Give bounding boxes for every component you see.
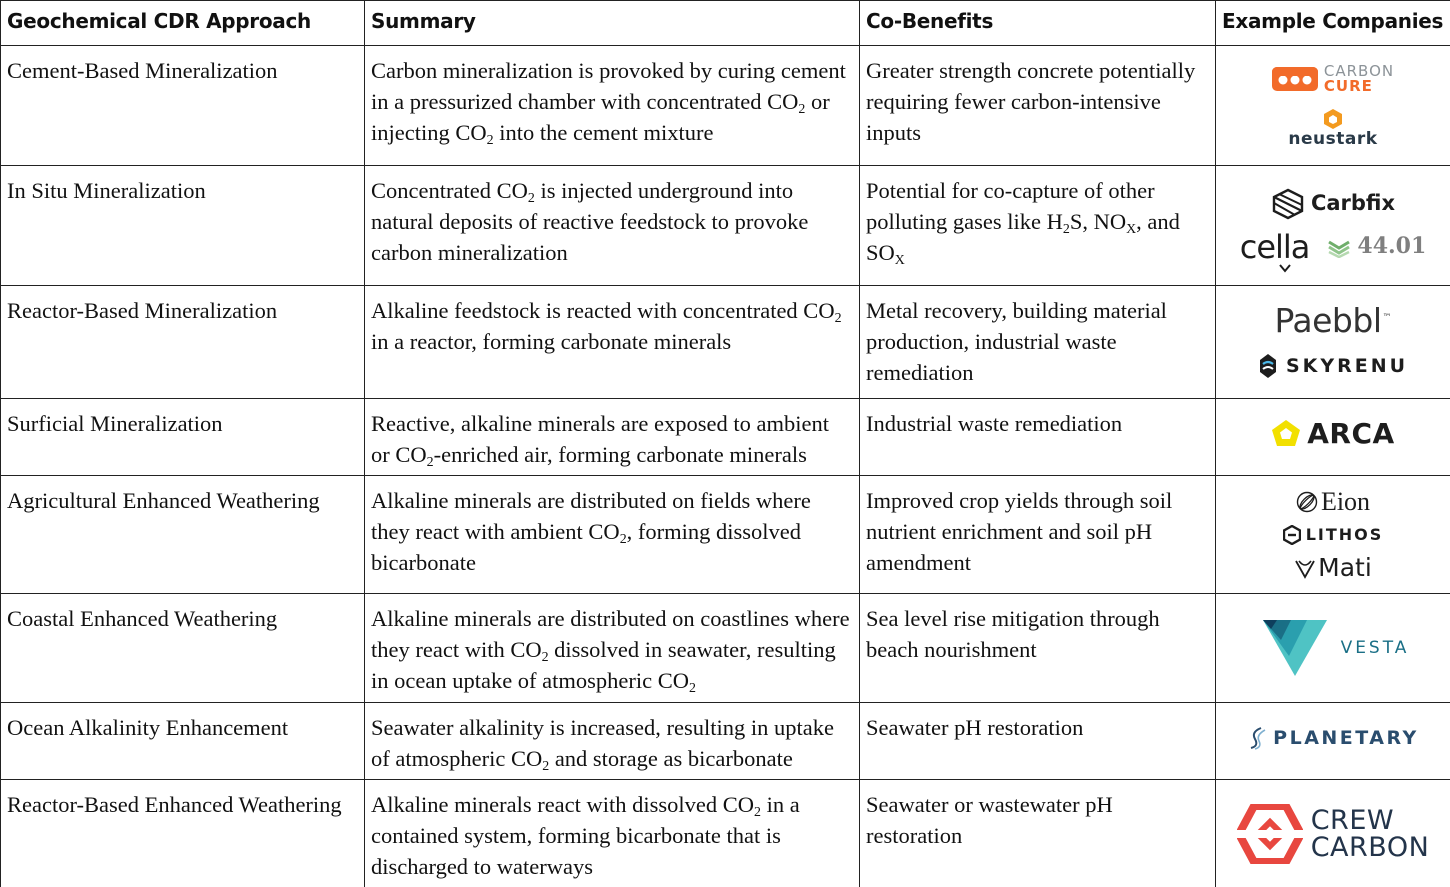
vesta-logo: VESTA [1263, 620, 1410, 676]
header-cobenefits: Co-Benefits [860, 1, 1216, 46]
summary-cell: Reactive, alkaline minerals are exposed to ambient or $CO_2$-enriched air, forming carbonate minerals [365, 399, 860, 476]
carboncure-mark-icon [1272, 67, 1318, 91]
header-companies: Example Companies [1216, 1, 1450, 46]
four401-layers-icon [1327, 236, 1351, 258]
neustark-hexagon-icon [1323, 108, 1343, 130]
cobenefits-cell: Greater strength concrete potentially requiring fewer carbon-intensive inputs [860, 46, 1216, 166]
approach-cell: Reactor-Based Mineralization [1, 286, 365, 399]
crew-carbon-logo: CREW CARBON [1237, 804, 1430, 864]
cobenefits-cell: Sea level rise mitigation through beach nourishment [860, 594, 1216, 703]
companies-cell [1216, 476, 1450, 594]
companies-cell [1216, 166, 1450, 286]
companies-cell [1216, 703, 1450, 780]
carbfix-logo: Carbfix [1271, 188, 1395, 220]
companies-cell [1216, 46, 1450, 166]
planetary-wave-icon [1247, 726, 1269, 750]
approach-cell: Surficial Mineralization [1, 399, 365, 476]
table-row [1, 286, 1450, 399]
summary-cell: Alkaline feedstock is reacted with concentrated $CO_2$ in a reactor, forming carbonate minerals [365, 286, 860, 399]
cobenefits-cell: Improved crop yields through soil nutrient enrichment and soil pH amendment [860, 476, 1216, 594]
lithos-hex-icon [1283, 525, 1301, 545]
header-approach: Geochemical CDR Approach [1, 1, 365, 46]
planetary-logo: PLANETARY [1247, 723, 1419, 754]
table-row [1, 703, 1450, 780]
summary-cell: Alkaline minerals react with dissolved $CO_2$ in a contained system, forming bicarbonate that is discharged to waterways [365, 780, 860, 887]
vesta-triangle-icon [1263, 620, 1327, 676]
arca-pentagon-icon [1271, 419, 1301, 447]
skyrenu-logo: SKYRENU [1258, 351, 1408, 382]
summary-cell: Alkaline minerals are distributed on coastlines where they react with $CO_2$ dissolved in seawater, resulting in ocean uptake of atmospheric $CO_2$ [365, 594, 860, 703]
cobenefits-cell: Seawater pH restoration [860, 703, 1216, 780]
approach-cell: Ocean Alkalinity Enhancement [1, 703, 365, 780]
companies-cell [1216, 286, 1450, 399]
eion-swirl-icon [1296, 491, 1318, 513]
skyrenu-drop-icon [1258, 353, 1278, 379]
summary-cell: Alkaline minerals are distributed on fields where they react with ambient $CO_2$, forming dissolved bicarbonate [365, 476, 860, 594]
crew-carbon-mark-icon [1237, 804, 1303, 864]
table-row [1, 399, 1450, 476]
cella-arrow-icon [1278, 260, 1292, 274]
table-row [1, 46, 1450, 166]
approach-cell: In Situ Mineralization [1, 166, 365, 286]
summary-cell: Concentrated $CO_2$ is injected underground into natural deposits of reactive feedstock to provoke carbon mineralization [365, 166, 860, 286]
carbfix-mark-icon [1271, 188, 1305, 220]
cobenefits-cell: Industrial waste remediation [860, 399, 1216, 476]
mati-logo: Mati [1294, 552, 1372, 583]
cobenefits-cell: Potential for co-capture of other polluting gases like $H_2S$, $NO_X$, and $SO_X$ [860, 166, 1216, 286]
eion-logo: Eion [1296, 486, 1370, 517]
cobenefits-cell: Metal recovery, building material production, industrial waste remediation [860, 286, 1216, 399]
four401-logo: 44.01 [1327, 231, 1426, 262]
arca-logo: ARCA [1271, 418, 1394, 449]
carboncure-logo: CARBON CURE [1272, 64, 1394, 94]
summary-cell: Carbon mineralization is provoked by curing cement in a pressurized chamber with concentrated $CO_2$ or injecting $CO_2$ into the cement mixture [365, 46, 860, 166]
header-row [1, 1, 1450, 46]
cella-logo: cella [1240, 230, 1310, 264]
companies-cell [1216, 399, 1450, 476]
companies-cell [1216, 594, 1450, 703]
cobenefits-cell: Seawater or wastewater pH restoration [860, 780, 1216, 887]
lithos-logo: LITHOS [1283, 519, 1384, 550]
paebbl-logo: Paebbl ™ [1274, 300, 1392, 340]
table-row [1, 166, 1450, 286]
summary-cell: Seawater alkalinity is increased, resulting in uptake of atmospheric $CO_2$ and storage as bicarbonate [365, 703, 860, 780]
mati-sprout-icon [1294, 557, 1316, 579]
approach-cell: Coastal Enhanced Weathering [1, 594, 365, 703]
table-row [1, 780, 1450, 887]
header-summary: Summary [365, 1, 860, 46]
approach-cell: Cement-Based Mineralization [1, 46, 365, 166]
companies-cell [1216, 780, 1450, 887]
approach-cell: Agricultural Enhanced Weathering [1, 476, 365, 594]
approach-cell: Reactor-Based Enhanced Weathering [1, 780, 365, 887]
neustark-logo: neustark [1288, 108, 1377, 148]
table-row [1, 594, 1450, 703]
table-row [1, 476, 1450, 594]
